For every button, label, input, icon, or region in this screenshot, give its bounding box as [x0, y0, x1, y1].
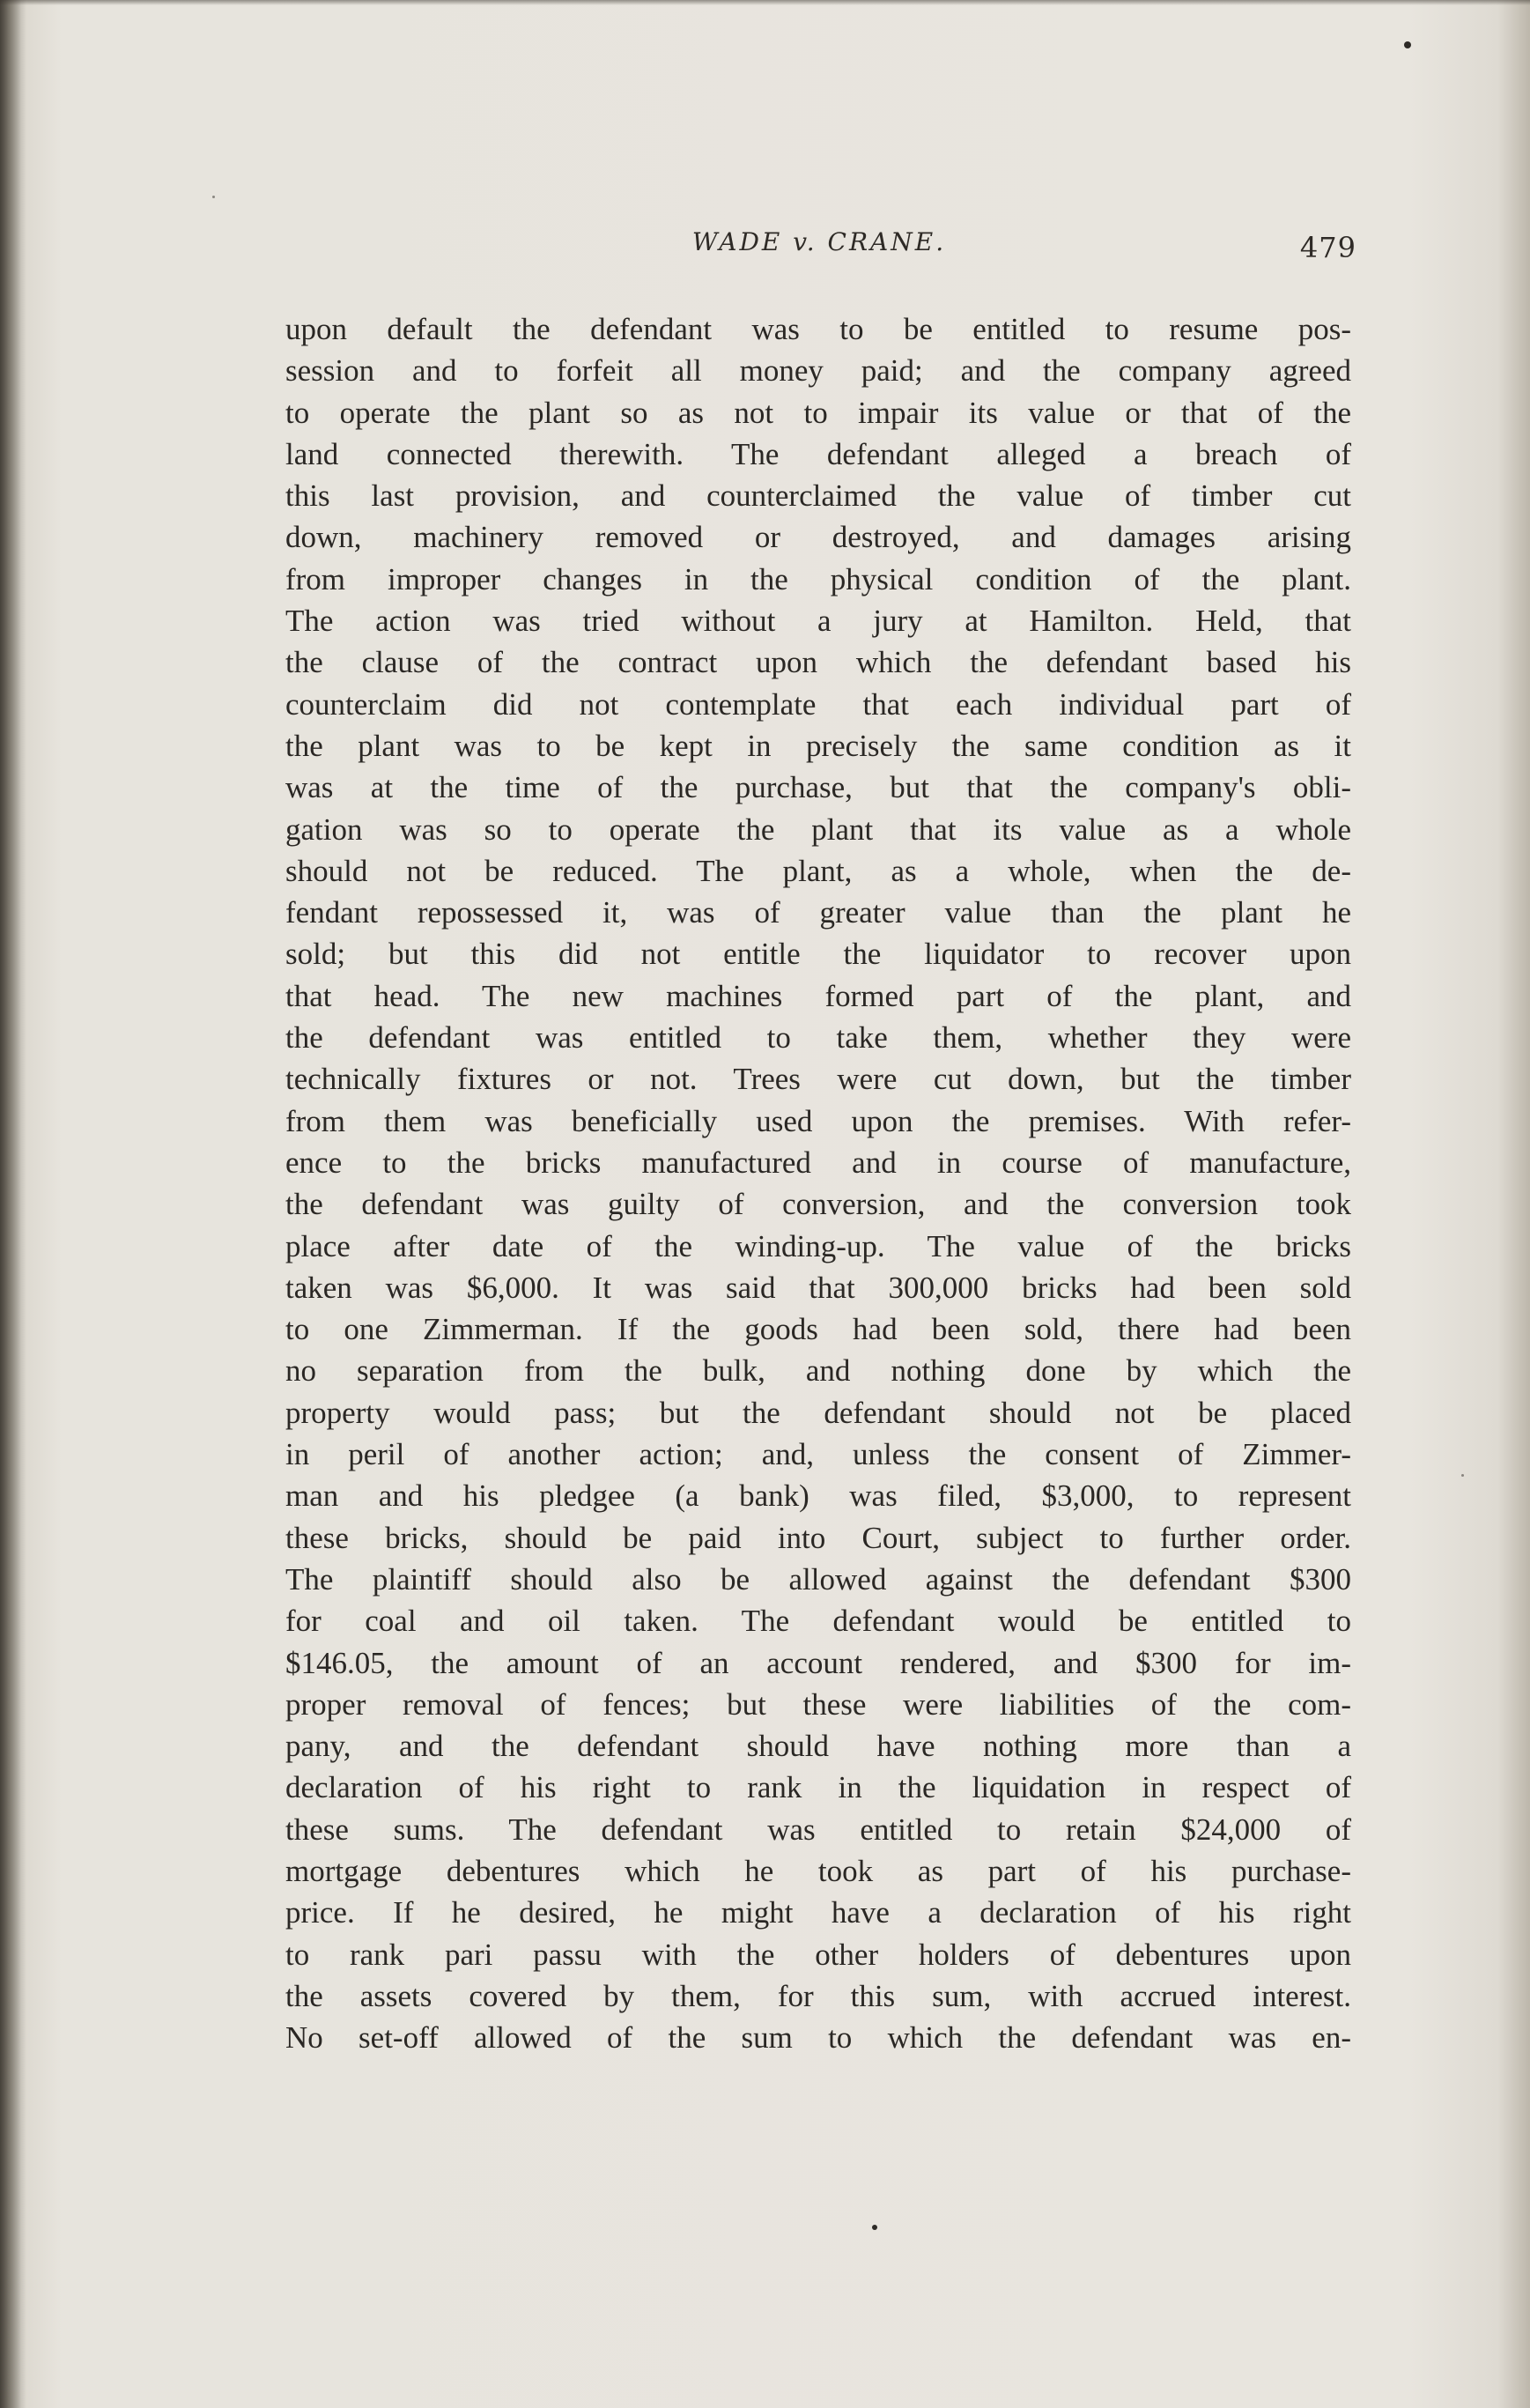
text-line: The plaintiff should also be allowed against the defendant $300	[285, 1561, 1351, 1597]
text-line: to one Zimmerman. If the goods had been sold, there had been	[285, 1312, 1351, 1347]
page-number: 479	[1299, 231, 1356, 264]
text-line: proper removal of fences; but these were liabilities of the com-	[285, 1686, 1351, 1722]
text-line: no separation from the bulk, and nothing done by which the	[285, 1353, 1351, 1389]
text-line: for coal and oil taken. The defendant would be entitled to	[285, 1604, 1351, 1639]
text-line: to operate the plant so as not to impair its value or that of the	[285, 395, 1351, 430]
text-line: sold; but this did not entitle the liquidator to recover upon	[285, 937, 1351, 972]
text-line: the defendant was guilty of conversion, and the conversion took	[285, 1187, 1351, 1222]
text-line: man and his pledgee (a bank) was filed, $3,000, to represent	[285, 1478, 1351, 1514]
text-line: the plant was to be kept in precisely the same condition as it	[285, 728, 1351, 763]
text-line: The action was tried without a jury at Hamilton. Held, that	[285, 604, 1351, 639]
text-line: taken was $6,000. It was said that 300,000 bricks had been sold	[285, 1270, 1351, 1305]
text-line: in peril of another action; and, unless the consent of Zimmer-	[285, 1437, 1351, 1472]
text-line: down, machinery removed or destroyed, and damages arising	[285, 520, 1351, 555]
text-line: should not be reduced. The plant, as a whole, when the de-	[285, 853, 1351, 888]
text-line: place after date of the winding-up. The value of the bricks	[285, 1228, 1351, 1263]
gutter-shadow	[0, 0, 26, 2408]
ink-speck	[212, 196, 215, 198]
body-text	[285, 308, 1351, 2058]
text-line: mortgage debentures which he took as part of his purchase-	[285, 1853, 1351, 1888]
text-line: ence to the bricks manufactured and in course of manufacture,	[285, 1145, 1351, 1180]
running-title: WADE v. CRANE.	[691, 227, 947, 256]
text-line: the assets covered by them, for this sum, with accrued interest.	[285, 1978, 1351, 2013]
text-line: No set-off allowed of the sum to which the defendant was en-	[285, 2020, 1351, 2056]
text-line: property would pass; but the defendant should not be placed	[285, 1395, 1351, 1430]
text-line: session and to forfeit all money paid; and the company agreed	[285, 353, 1351, 389]
text-line: declaration of his right to rank in the liquidation in respect of	[285, 1770, 1351, 1805]
text-line: these bricks, should be paid into Court, subject to further order.	[285, 1520, 1351, 1555]
text-line: counterclaim did not contemplate that each individual part of	[285, 686, 1351, 722]
text-line: these sums. The defendant was entitled to retain $24,000 of	[285, 1812, 1351, 1847]
text-line: from improper changes in the physical condition of the plant.	[285, 561, 1351, 596]
ink-speck	[1404, 41, 1411, 48]
text-line: fendant repossessed it, was of greater value than the plant he	[285, 895, 1351, 930]
ink-speck	[1461, 1474, 1464, 1477]
text-line: upon default the defendant was to be entitled to resume pos-	[285, 312, 1351, 346]
text-line: that head. The new machines formed part of the plant, and	[285, 978, 1351, 1013]
text-line: pany, and the defendant should have nothing more than a	[285, 1729, 1351, 1764]
text-line: $146.05, the amount of an account rendered, and $300 for im-	[285, 1645, 1351, 1680]
text-line: the defendant was entitled to take them, whether they were	[285, 1020, 1351, 1056]
ink-speck	[872, 2225, 877, 2230]
text-line: technically fixtures or not. Trees were cut down, but the timber	[285, 1062, 1351, 1097]
text-line: from them was beneficially used upon the premises. With refer-	[285, 1103, 1351, 1138]
text-line: gation was so to operate the plant that its value as a whole	[285, 811, 1351, 847]
top-edge-shadow	[0, 0, 1530, 5]
text-line: was at the time of the purchase, but that the company's obli-	[285, 770, 1351, 805]
text-line: to rank pari passu with the other holders of debentures upon	[285, 1937, 1351, 1972]
text-line: this last provision, and counterclaimed the value of timber cut	[285, 478, 1351, 514]
text-line: land connected therewith. The defendant alleged a breach of	[285, 436, 1351, 471]
text-line: the clause of the contract upon which the defendant based his	[285, 645, 1351, 680]
running-head	[282, 227, 1356, 271]
text-line: price. If he desired, he might have a declaration of his right	[285, 1895, 1351, 1930]
